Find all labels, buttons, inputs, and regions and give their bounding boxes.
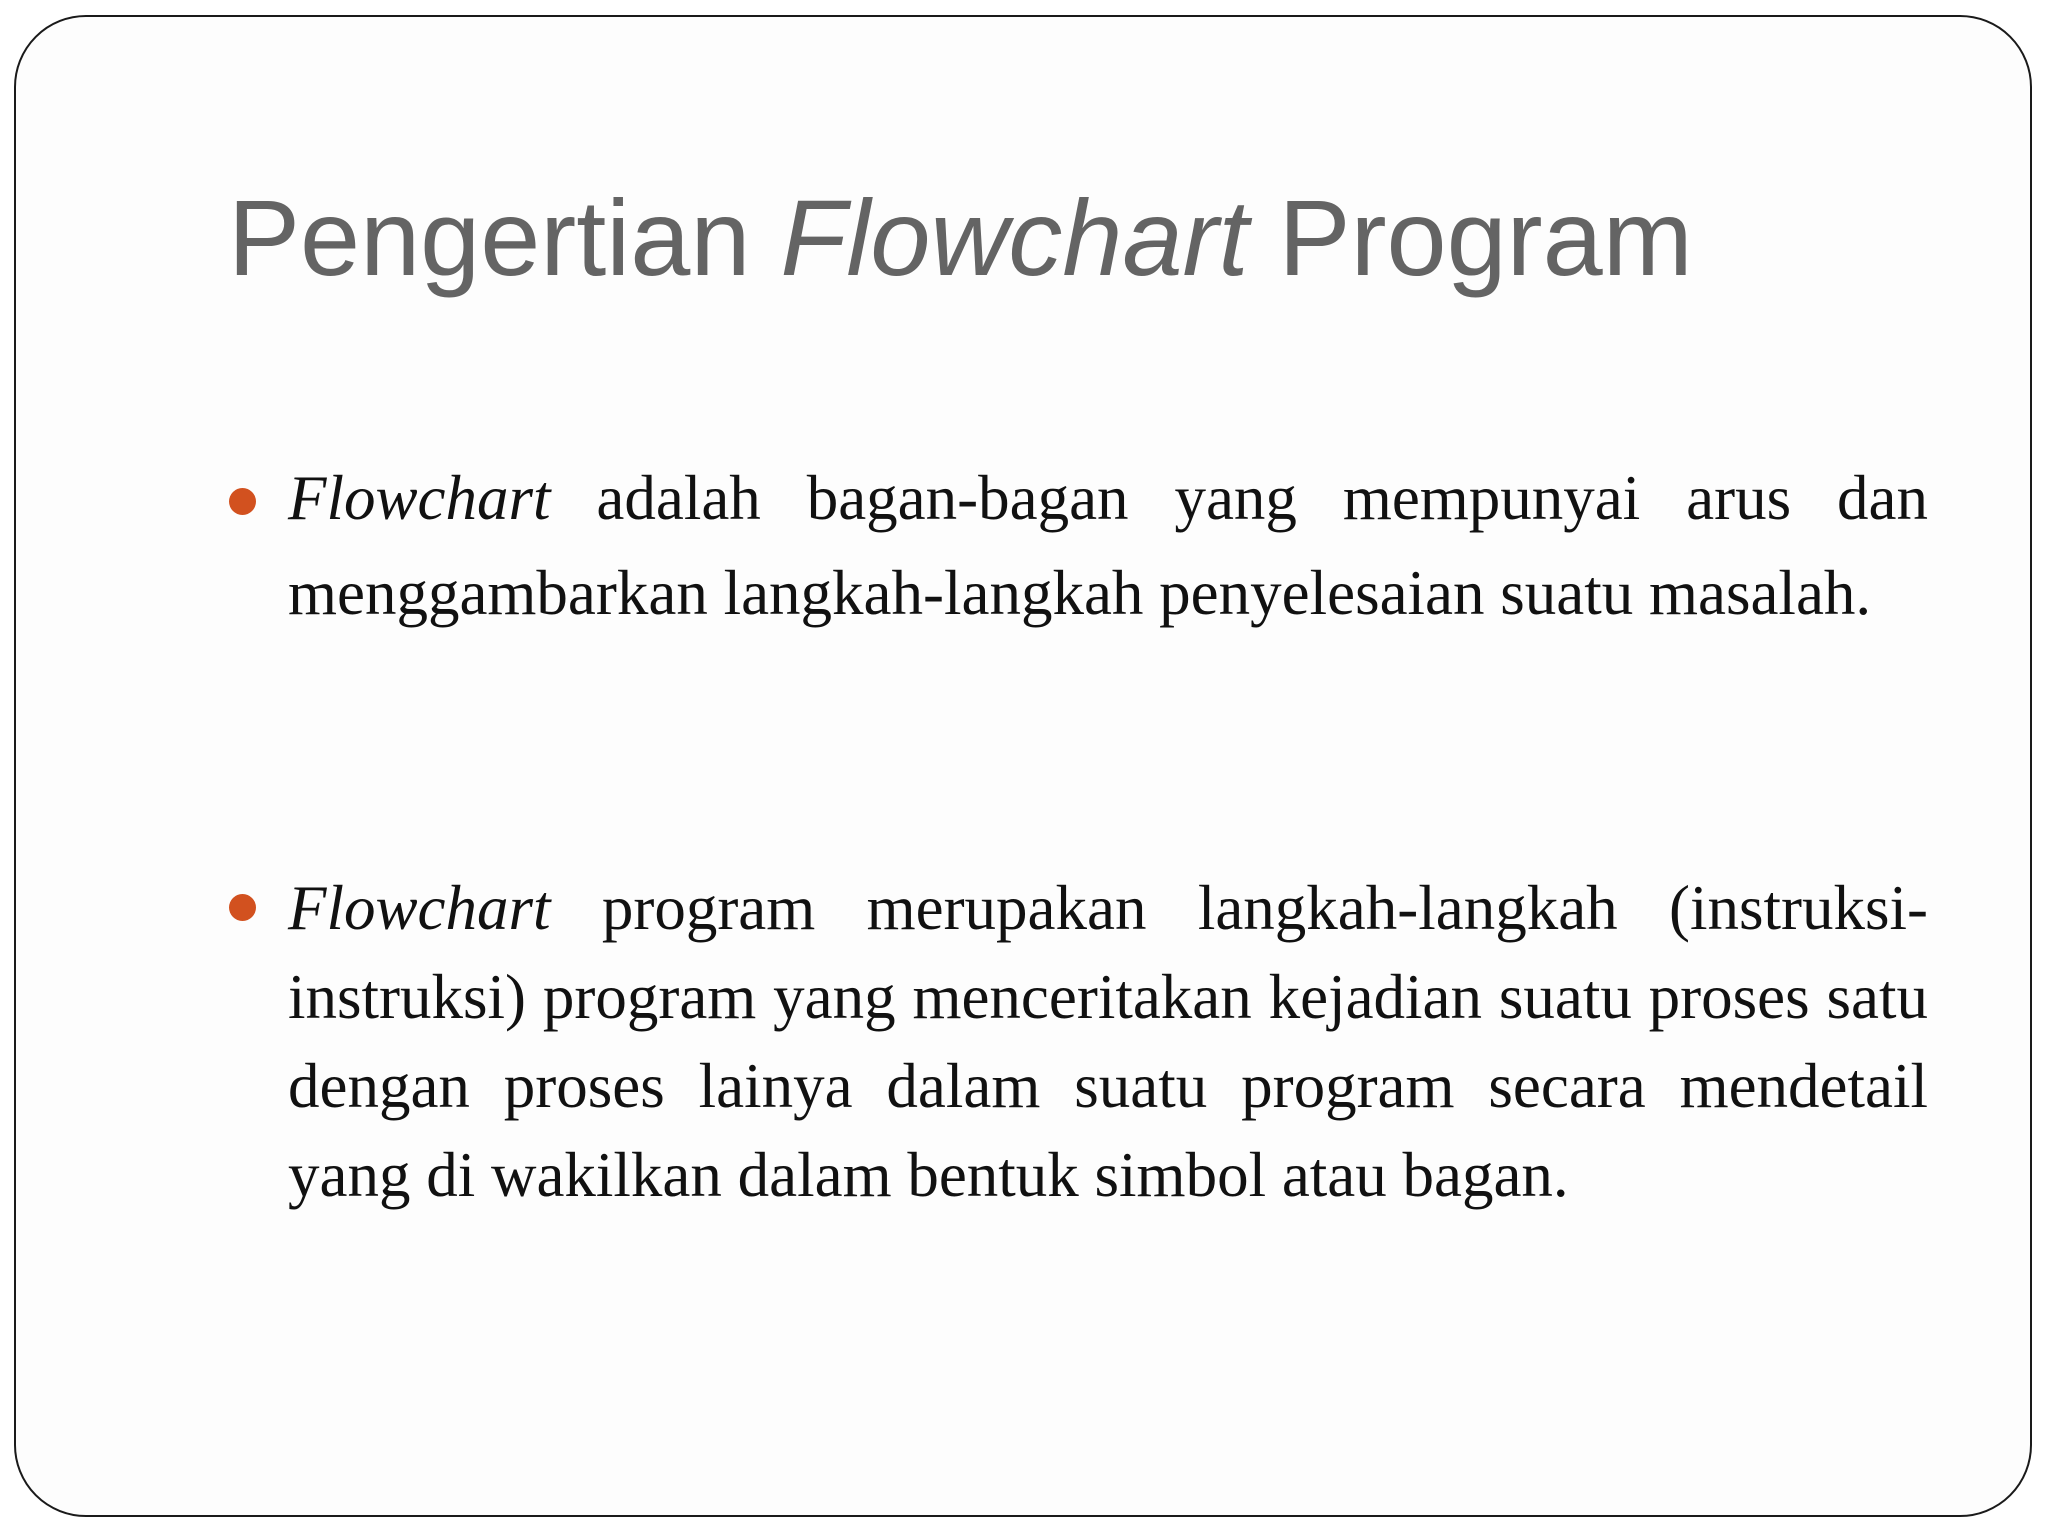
bullet-italic-term: Flowchart [288,463,551,533]
bullet-body: adalah bagan-bagan yang mempunyai arus dan menggambarkan langkah-langkah penyelesaian suatu masalah. [288,463,1928,628]
bullet-text [288,864,1928,1220]
bullet-body: program merupakan langkah-langkah (instruksi-instruksi) program yang menceritakan kejadian suatu proses satu dengan proses lainya dalam suatu program secara mendetail yang di wakilkan dalam bentuk simbol atau bagan. [288,873,1928,1210]
bullet-text [288,451,1928,641]
bullet-dot-icon [229,894,256,921]
title-part-2: Program [1248,177,1693,298]
bullet-dot-icon [229,488,256,515]
title-part-1: Pengertian [228,177,781,298]
title-italic: Flowchart [780,177,1249,298]
bullet-italic-term: Flowchart [288,873,551,943]
slide-title [228,168,1928,308]
